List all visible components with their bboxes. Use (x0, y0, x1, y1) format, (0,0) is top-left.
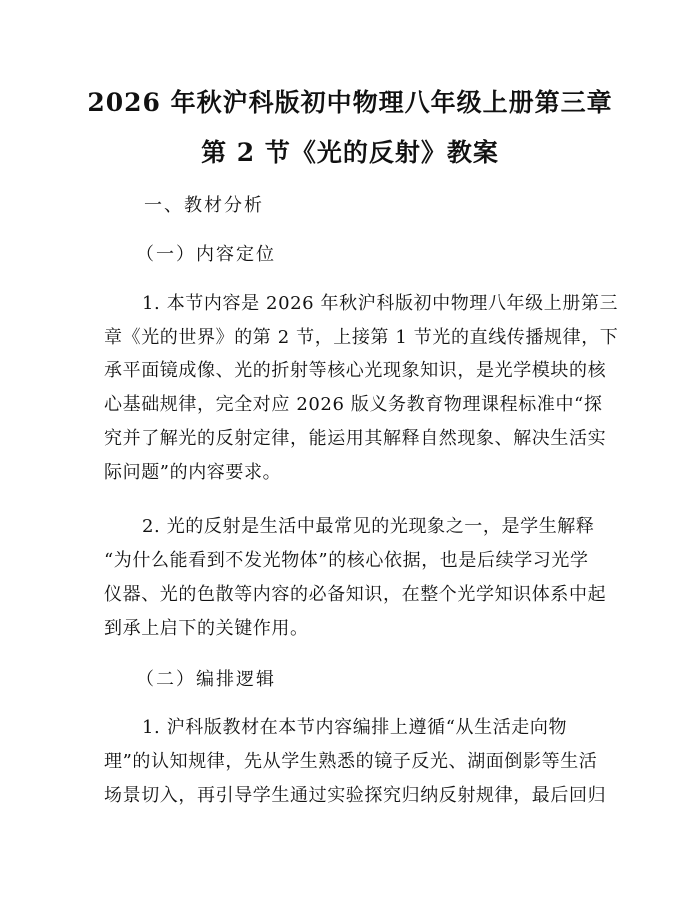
subsection-heading-layout-logic: （二）编排逻辑 (136, 669, 276, 690)
paragraph-3-line-3: 场景切入，再引导学生通过实验探究归纳反射规律，最后回归 (104, 785, 607, 806)
paragraph-1-line-4: 心基础规律，完全对应 2026 版义务教育物理课程标准中“探 (104, 394, 603, 415)
section-heading-textbook-analysis: 一、教材分析 (144, 195, 264, 216)
paragraph-3-line-2: 理”的认知规律，先从学生熟悉的镜子反光、湖面倒影等生活 (104, 751, 598, 772)
paragraph-1-line-1: 1. 本节内容是 2026 年秋沪科版初中物理八年级上册第三 (142, 293, 619, 314)
document-title-line-1: 2026 年秋沪科版初中物理八年级上册第三章 (87, 88, 613, 117)
paragraph-1-line-3: 承平面镜成像、光的折射等核心光现象知识，是光学模块的核 (104, 360, 607, 381)
paragraph-1-line-6: 际问题”的内容要求。 (104, 462, 282, 483)
paragraph-1-line-5: 究并了解光的反射定律，能运用其解释自然现象、解决生活实 (104, 428, 607, 449)
paragraph-2-line-2: “为什么能看到不发光物体”的核心依据，也是后续学习光学 (104, 550, 589, 571)
document-title-line-2: 第 2 节《光的反射》教案 (201, 138, 499, 167)
paragraph-3-line-1: 1. 沪科版教材在本节内容编排上遵循“从生活走向物 (142, 717, 568, 738)
paragraph-2-line-1: 2. 光的反射是生活中最常见的光现象之一，是学生解释 (142, 516, 595, 537)
paragraph-1-line-2: 章《光的世界》的第 2 节，上接第 1 节光的直线传播规律，下 (104, 327, 619, 348)
subsection-heading-content-positioning: （一）内容定位 (136, 244, 276, 265)
paragraph-2-line-3: 仪器、光的色散等内容的必备知识，在整个光学知识体系中起 (104, 584, 607, 605)
paragraph-2-line-4: 到承上启下的关键作用。 (104, 618, 309, 639)
